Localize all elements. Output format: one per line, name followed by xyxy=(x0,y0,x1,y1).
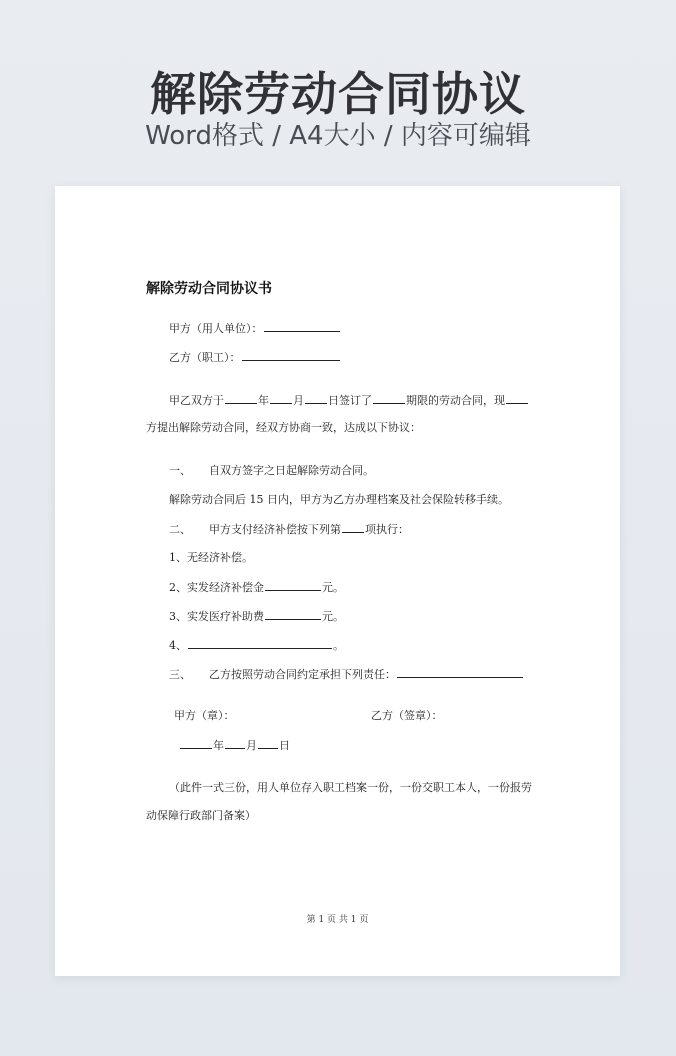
document-page xyxy=(55,186,620,976)
intro-line-1 xyxy=(169,392,529,409)
intro-day: 日签订了 xyxy=(328,394,372,407)
intro-line-2: 方提出解除劳动合同，经双方协商一致，达成以下协议： xyxy=(146,421,421,434)
sign-month-blank[interactable] xyxy=(225,737,245,749)
item-3 xyxy=(169,608,344,625)
clause-2-text-b: 项执行： xyxy=(365,523,409,536)
sign-party-a: 甲方（章）： xyxy=(174,709,235,722)
sign-year-blank[interactable] xyxy=(180,737,212,749)
party-b-line xyxy=(169,349,341,366)
party-a-blank[interactable] xyxy=(264,320,340,332)
intro-day-blank[interactable] xyxy=(305,392,327,404)
clause-3-blank[interactable] xyxy=(397,666,523,678)
clause-2-text-a: 甲方支付经济补偿按下列第 xyxy=(209,523,341,536)
page-footer: 第 1 页 共 1 页 xyxy=(306,915,369,925)
item-4-text-b: 。 xyxy=(333,639,344,652)
item-2-blank[interactable] xyxy=(265,579,321,591)
item-3-blank[interactable] xyxy=(265,608,321,620)
intro-year-blank[interactable] xyxy=(225,392,257,404)
intro-term-blank[interactable] xyxy=(373,392,405,404)
clause-2-blank[interactable] xyxy=(342,521,364,533)
intro-term: 期限的劳动合同，现 xyxy=(406,394,505,407)
clause-3-text: 乙方按照劳动合同约定承担下列责任： xyxy=(209,668,396,681)
clause-2-num: 二、 xyxy=(169,523,191,536)
item-3-text-a: 3、实发医疗补助费 xyxy=(169,610,264,623)
sign-day-blank[interactable] xyxy=(258,737,278,749)
item-2-text-a: 2、实发经济补偿金 xyxy=(169,581,264,594)
item-2 xyxy=(169,579,344,596)
party-a-label: 甲方（用人单位）： xyxy=(169,322,263,335)
party-b-blank[interactable] xyxy=(242,349,340,361)
clause-1-text: 自双方签字之日起解除劳动合同。 xyxy=(209,464,374,477)
clause-3-num: 三、 xyxy=(169,668,191,681)
intro-year: 年 xyxy=(258,394,269,407)
item-4 xyxy=(169,637,344,654)
item-1: 1、无经济补偿。 xyxy=(169,551,253,564)
party-b-label: 乙方（职工）： xyxy=(169,351,241,364)
note-line-2: 动保障行政部门备案） xyxy=(146,809,256,822)
sign-day: 日 xyxy=(279,739,290,752)
intro-text-1: 甲乙双方于 xyxy=(169,394,224,407)
sign-date xyxy=(179,737,290,754)
clause-2 xyxy=(169,521,409,538)
party-a-line xyxy=(169,320,341,337)
item-4-text-a: 4、 xyxy=(169,639,187,652)
clause-3 xyxy=(169,666,524,683)
intro-month: 月 xyxy=(293,394,304,407)
note-line-1: （此件一式三份，用人单位存入职工档案一份，一份交职工本人，一份报劳 xyxy=(169,781,532,794)
item-3-text-b: 元。 xyxy=(322,610,344,623)
sign-party-b: 乙方（签章）： xyxy=(371,709,443,722)
document-title: 解除劳动合同协议书 xyxy=(146,281,272,297)
banner-title: 解除劳动合同协议 xyxy=(150,67,526,121)
intro-party-blank[interactable] xyxy=(506,392,528,404)
banner-subtitle: Word格式 / A4大小 / 内容可编辑 xyxy=(145,121,531,151)
sign-month: 月 xyxy=(246,739,257,752)
clause-1-num: 一、 xyxy=(169,464,191,477)
intro-month-blank[interactable] xyxy=(270,392,292,404)
item-2-text-b: 元。 xyxy=(322,581,344,594)
clause-1 xyxy=(169,463,374,479)
clause-1-sub: 解除劳动合同后 15 日内，甲方为乙方办理档案及社会保险转移手续。 xyxy=(169,493,509,506)
item-4-blank[interactable] xyxy=(188,637,332,649)
sign-year: 年 xyxy=(213,739,224,752)
